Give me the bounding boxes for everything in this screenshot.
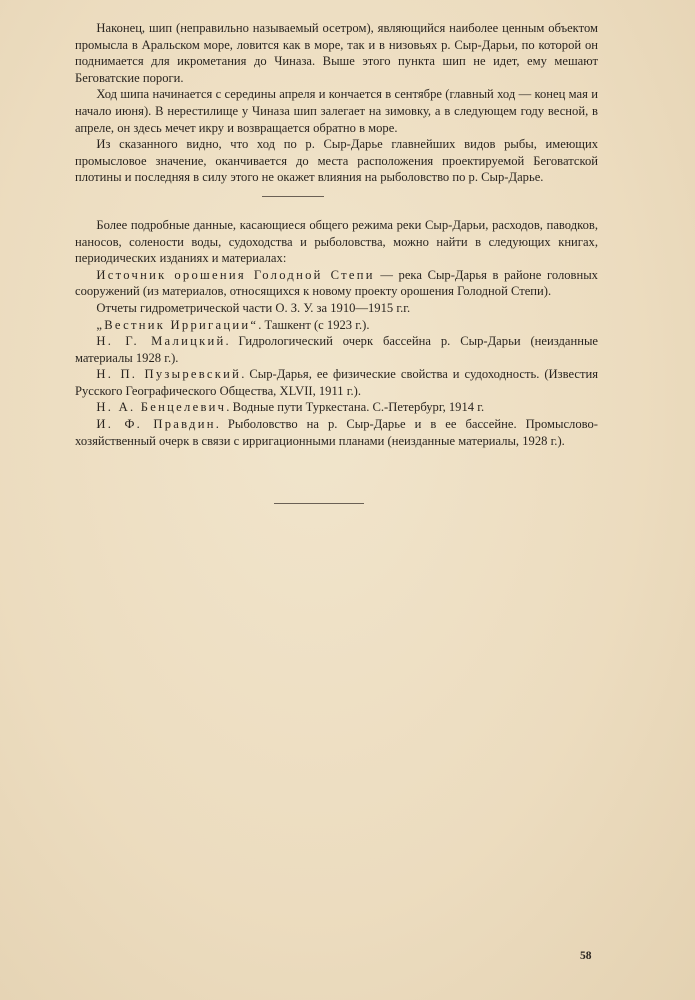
paragraph-conclusion: Из сказанного видно, что ход по р. Сыр-Дарье главнейших видов рыбы, имеющих промысловое значение, оканчивается до места расположения проектируемой Беговатской плотины и последняя в силу этого не окажет влияния на рыболовство по р. Сыр-Дарье.: [75, 137, 598, 185]
reference-item: [75, 333, 598, 366]
reference-lead: Н. П. Пузыревский: [96, 367, 242, 382]
references-intro: Более подробные данные, касающиеся общего режима реки Сыр-Дарьи, расходов, паводков, наносов, солености воды, судоходства и рыболовства, можно найти в следующих книгах, периодических изданиях и материалах:: [75, 217, 598, 266]
page-number: 58: [580, 950, 592, 962]
reference-text: . Рыболовство на р. Сыр-Дарье и в ее бассейне. Промыслово-хозяйственный очерк в связи с ирригационными планами (неизданные материалы, 1928 г.).: [75, 417, 598, 448]
reference-item: [75, 300, 598, 317]
reference-item: [75, 366, 598, 399]
end-divider: [274, 503, 364, 504]
reference-lead: Источник орошения Голодной Степи: [96, 267, 375, 282]
reference-lead: Н. Г. Малицкий: [96, 334, 226, 349]
reference-text: . Водные пути Туркестана. С.-Петербург, 1914 г.: [226, 400, 485, 415]
reference-item: [75, 399, 598, 416]
reference-text: — река Сыр-Дарья в районе головных сооружений (из материалов, относящихся к новому проекту орошения Голодной Степи).: [75, 267, 598, 299]
reference-text: . Ташкент (с 1923 г.).: [258, 317, 370, 332]
paragraph-run-timing: Ход шипа начинается с середины апреля и кончается в сентябре (главный ход — конец мая и начало июня). В нерестилище у Чиназа шип залегает на зимовку, а в следующем году весной, в апреле, он здесь мечет икру и возвращается обратно в море.: [75, 87, 598, 135]
reference-lead: И. Ф. Правдин: [96, 417, 216, 432]
reference-item: [75, 416, 598, 449]
paragraph-sturgeon: Наконец, шип (неправильно называемый осетром), являющийся наиболее ценным объектом промысла в Аральском море, ловится как в море, так и в низовьях р. Сыр-Дарьи, по которой он поднимается для икрометания до Чиназа. Выше этого пункта шип не идет, ему мешают Беговатские пороги.: [75, 21, 598, 85]
reference-text: . Гидрологический очерк бассейна р. Сыр-Дарьи (неизданные материалы 1928 г.).: [75, 334, 599, 365]
reference-text: . Сыр-Дарья, ее физические свойства и судоходность. (Известия Русского Географического Общества, XLVII, 1911 г.).: [75, 367, 598, 398]
reference-item: [75, 267, 598, 300]
reference-lead: „Вестник Ирригации“: [96, 317, 259, 332]
reference-item: [75, 317, 598, 334]
reference-lead: Н. А. Бенцелевич: [96, 400, 227, 415]
page-body: [75, 20, 598, 504]
reference-text: Отчеты гидрометрической части О. З. У. за 1910—1915 г.г.: [96, 300, 411, 315]
